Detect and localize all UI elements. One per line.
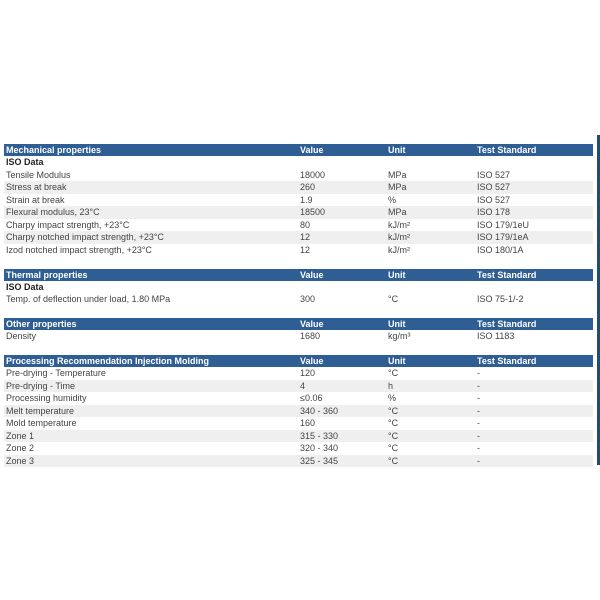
property-unit: °C xyxy=(388,443,399,453)
section-spacer xyxy=(4,256,593,269)
section-title: Mechanical properties xyxy=(4,144,298,156)
property-unit: kJ/m² xyxy=(388,219,410,230)
table-row xyxy=(4,405,593,418)
property-unit: kJ/m² xyxy=(388,244,410,255)
property-unit: h xyxy=(386,380,475,393)
property-value: 80 xyxy=(300,219,311,230)
table-row xyxy=(4,417,593,430)
property-name: Zone 1 xyxy=(4,430,298,443)
property-standard: ISO 180/1A xyxy=(477,244,524,255)
properties-table xyxy=(4,144,593,467)
col-header-value: Value xyxy=(298,318,386,330)
table-row xyxy=(4,244,593,257)
table-row xyxy=(4,330,593,343)
property-name: Temp. of deflection under load, 1.80 MPa xyxy=(6,294,171,304)
property-standard: - xyxy=(477,443,480,453)
property-unit: % xyxy=(388,393,397,403)
property-value: 260 xyxy=(298,181,386,194)
section-header-mechanical xyxy=(4,144,593,156)
property-name: Zone 3 xyxy=(4,455,298,468)
property-value: 300 xyxy=(300,294,316,304)
property-value: 320 - 340 xyxy=(300,443,339,453)
property-name: Strain at break xyxy=(6,194,65,205)
subheading-row xyxy=(4,281,593,294)
property-name: Density xyxy=(6,331,37,341)
property-unit: °C xyxy=(388,368,399,378)
property-value: 1.9 xyxy=(300,194,313,205)
property-standard: - xyxy=(475,405,593,418)
col-header-unit: Unit xyxy=(386,318,475,330)
property-name: Stress at break xyxy=(4,181,298,194)
table-row xyxy=(4,442,593,455)
property-unit: MPa xyxy=(386,206,475,219)
property-value: 340 - 360 xyxy=(298,405,386,418)
col-header-value: Value xyxy=(298,355,386,367)
subheading-row xyxy=(4,156,593,169)
subheading: ISO Data xyxy=(6,157,44,167)
section-spacer xyxy=(4,306,593,319)
table-row xyxy=(4,455,593,468)
property-standard: - xyxy=(477,418,480,428)
subheading: ISO Data xyxy=(6,281,44,292)
property-value: 315 - 330 xyxy=(298,430,386,443)
table-row xyxy=(4,231,593,244)
property-standard: - xyxy=(475,430,593,443)
datasheet xyxy=(4,144,593,467)
table-row xyxy=(4,194,593,207)
section-spacer xyxy=(4,343,593,356)
property-name: Mold temperature xyxy=(6,418,77,428)
property-standard: - xyxy=(477,368,480,378)
property-name: Zone 2 xyxy=(6,443,35,453)
property-standard: ISO 527 xyxy=(477,169,511,180)
property-value: 18000 xyxy=(300,169,326,180)
col-header-unit: Unit xyxy=(386,269,475,281)
property-standard: ISO 179/1eA xyxy=(475,231,593,244)
property-unit: °C xyxy=(386,430,475,443)
property-standard: ISO 1183 xyxy=(477,331,515,341)
property-standard: - xyxy=(475,455,593,468)
table-row xyxy=(4,169,593,182)
col-header-standard: Test Standard xyxy=(475,355,593,367)
section-header-processing xyxy=(4,355,593,367)
table-row xyxy=(4,392,593,405)
section-title: Thermal properties xyxy=(4,269,298,281)
table-row xyxy=(4,293,593,306)
property-value: 18500 xyxy=(298,206,386,219)
col-header-standard: Test Standard xyxy=(475,269,593,281)
property-standard: ISO 527 xyxy=(475,181,593,194)
property-unit: MPa xyxy=(388,169,407,180)
property-standard: - xyxy=(475,380,593,393)
property-name: Izod notched impact strength, +23°C xyxy=(6,244,152,255)
property-value: ≤0.06 xyxy=(300,393,323,403)
table-row xyxy=(4,367,593,380)
property-standard: ISO 178 xyxy=(475,206,593,219)
property-name: Charpy notched impact strength, +23°C xyxy=(4,231,298,244)
property-value: 12 xyxy=(300,244,311,255)
property-name: Pre-drying - Temperature xyxy=(6,368,106,378)
property-standard: ISO 179/1eU xyxy=(477,219,530,230)
section-title: Other properties xyxy=(4,318,298,330)
col-header-standard: Test Standard xyxy=(475,144,593,156)
col-header-value: Value xyxy=(298,269,386,281)
property-name: Flexural modulus, 23°C xyxy=(4,206,298,219)
property-name: Charpy impact strength, +23°C xyxy=(6,219,130,230)
table-row xyxy=(4,219,593,232)
property-value: 12 xyxy=(298,231,386,244)
property-unit: °C xyxy=(388,418,399,428)
table-row xyxy=(4,430,593,443)
property-standard: ISO 527 xyxy=(477,194,511,205)
property-value: 325 - 345 xyxy=(298,455,386,468)
col-header-value: Value xyxy=(298,144,386,156)
property-unit: °C xyxy=(386,455,475,468)
property-standard: ISO 75-1/-2 xyxy=(477,294,524,304)
table-row xyxy=(4,181,593,194)
section-header-other xyxy=(4,318,593,330)
property-unit: kg/m³ xyxy=(388,331,411,341)
property-value: 160 xyxy=(300,418,316,428)
property-name: Melt temperature xyxy=(4,405,298,418)
property-name: Processing humidity xyxy=(6,393,87,403)
section-title: Processing Recommendation Injection Molding xyxy=(4,355,298,367)
property-value: 4 xyxy=(298,380,386,393)
property-name: Pre-drying - Time xyxy=(4,380,298,393)
table-row xyxy=(4,206,593,219)
property-value: 1680 xyxy=(300,331,321,341)
property-unit: % xyxy=(388,194,397,205)
property-unit: °C xyxy=(388,294,399,304)
col-header-unit: Unit xyxy=(386,144,475,156)
col-header-unit: Unit xyxy=(386,355,475,367)
col-header-standard: Test Standard xyxy=(475,318,593,330)
section-header-thermal xyxy=(4,269,593,281)
property-standard: - xyxy=(477,393,480,403)
property-value: 120 xyxy=(300,368,316,378)
property-unit: kJ/m² xyxy=(386,231,475,244)
property-unit: MPa xyxy=(386,181,475,194)
property-unit: °C xyxy=(386,405,475,418)
property-name: Tensile Modulus xyxy=(6,169,71,180)
table-row xyxy=(4,380,593,393)
